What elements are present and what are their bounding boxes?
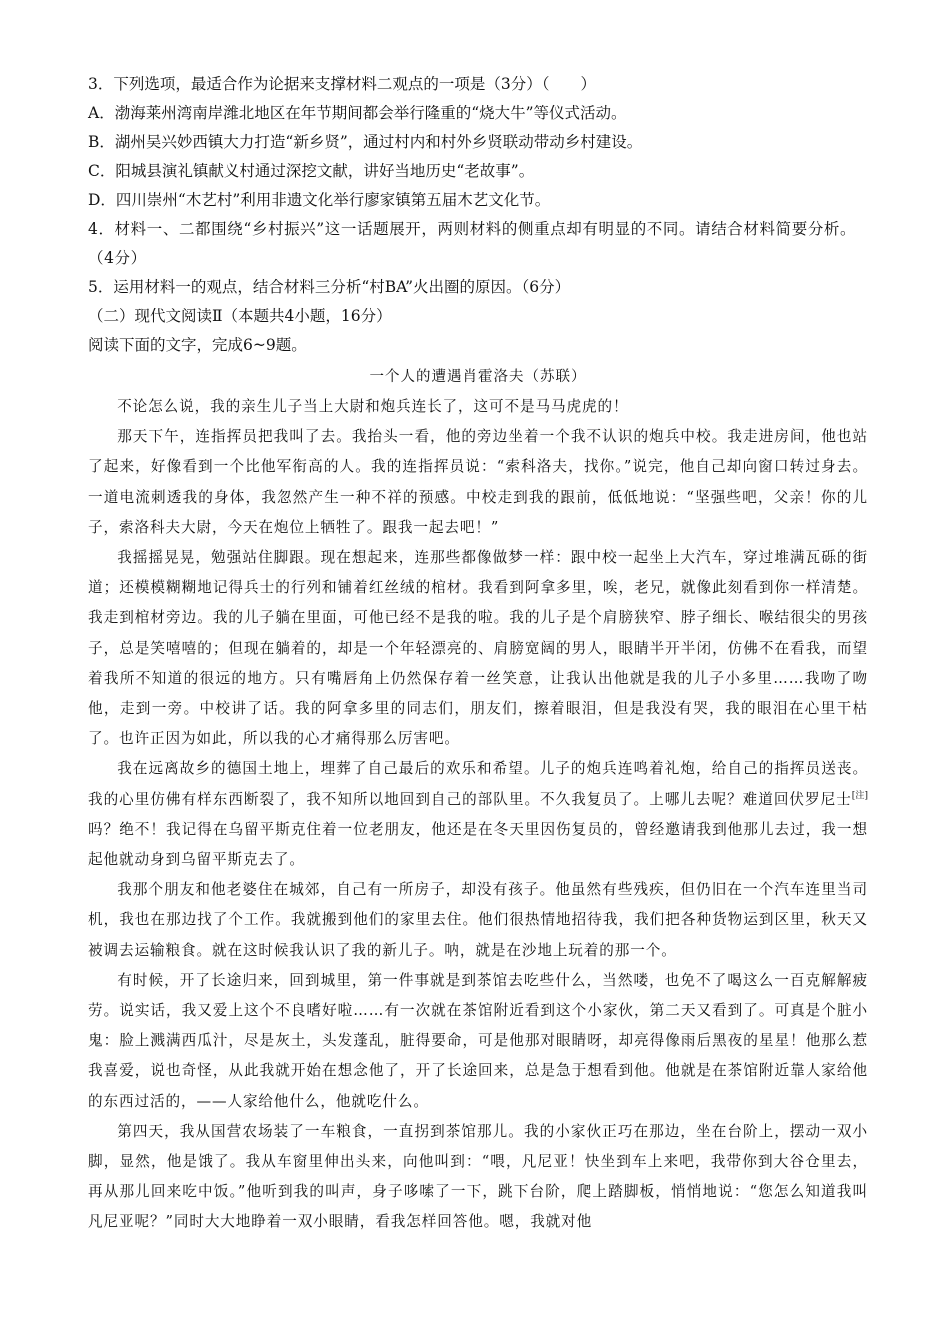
question-3-option-a: A．渤海莱州湾南岸潍北地区在年节期间都会举行隆重的“烧大牛”等仪式活动。 — [88, 104, 627, 122]
story-paragraph-4-part-1: 我在远离故乡的德国土地上，埋葬了自己最后的欢乐和希望。儿子的炮兵连鸣着礼炮，给自己的指挥员送丧。我的心里仿佛有样东西断裂了，我不知所以地回到自己的部队里。不久我复员了。上哪儿去呢？难道回伏罗尼士 — [88, 760, 868, 808]
story-paragraph-3: 我摇摇晃晃，勉强站住脚跟。现在想起来，连那些都像做梦一样：跟中校一起坐上大汽车，穿过堆满瓦砾的街道；还模模糊糊地记得兵士的行列和铺着红丝绒的棺材。我看到阿拿多里，唉，老兄，就像此刻看到你一样清楚。我走到棺材旁边。我的儿子躺在里面，可他已经不是我的啦。我的儿子是个肩膀狭窄、脖子细长、喉结很尖的男孩子，总是笑嘻嘻的；但现在躺着的，却是一个年轻漂亮的、肩膀宽阔的男人，眼睛半开半闭，仿佛不在看我，而望着我所不知道的很远的地方。只有嘴唇角上仍然保存着一丝笑意，让我认出他就是我的儿子小多里……我吻了吻他，走到一旁。中校讲了话。我的阿拿多里的同志们，朋友们，擦着眼泪，但是我没有哭，我的眼泪在心里干枯了。也许正因为如此，所以我的心才痛得那么厉害吧。 — [88, 549, 868, 748]
exam-page — [88, 70, 868, 1238]
story-paragraph-5: 我那个朋友和他老婆住在城郊，自己有一所房子，却没有孩子。他虽然有些残疾，但仍旧在一个汽车连里当司机，我也在那边找了个工作。我就搬到他们的家里去住。他们很热情地招待我，我们把各种货物运到区里，秋天又被调去运输粮食。就在这时候我认识了我的新儿子。呐，就是在沙地上玩着的那一个。 — [88, 881, 868, 959]
question-3-option-b: B．湖州吴兴妙西镇大力打造“新乡贤”，通过村内和村外乡贤联动带动乡村建设。 — [88, 133, 643, 151]
story-paragraph-6: 有时候，开了长途归来，回到城里，第一件事就是到茶馆去吃些什么，当然喽，也免不了喝这么一百克解解疲劳。说实话，我又爱上这个不良嗜好啦……有一次就在茶馆附近看到这个小家伙，第二天又看到了。可真是个脏小鬼：脸上溅满西瓜汁，尽是灰土，头发蓬乱，脏得要命，可是他那对眼睛呀，却亮得像雨后黑夜的星星！他那么惹我喜爱，说也奇怪，从此我就开始在想念他了，开了长途回来，总是急于想看到他。他就是在茶馆附近靠人家给他的东西过活的，——人家给他什么，他就吃什么。 — [88, 971, 868, 1110]
question-3: 3．下列选项，最适合作为论据来支撑材料二观点的一项是（3分）（ ） — [88, 75, 596, 93]
story-paragraph-7: 第四天，我从国营农场装了一车粮食，一直拐到茶馆那儿。我的小家伙正巧在那边，坐在台阶上，摆动一双小脚，显然，他是饿了。我从车窗里伸出头来，向他叫到：“喂，凡尼亚！快坐到车上来吧，我带你到大谷仓里去，再从那儿回来吃中饭。”他听到我的叫声，身子哆嗦了一下，跳下台阶，爬上踏脚板，悄悄地说：“您怎么知道我叫凡尼亚呢？”同时大大地睁着一双小眼睛，看我怎样回答他。嗯，我就对他 — [88, 1122, 868, 1231]
section-heading: （二）现代文阅读Ⅱ（本题共4小题，16分） — [88, 307, 392, 325]
story-paragraph-4-part-2: 吗？绝不！我记得在乌留平斯克住着一位老朋友，他还是在冬天里因伤复员的，曾经邀请我到他那儿去过，我一想起他就动身到乌留平斯克去了。 — [88, 820, 868, 869]
section-instruction: 阅读下面的文字，完成6~9题。 — [88, 336, 307, 354]
story-paragraph-4 — [88, 754, 868, 875]
story-paragraph-2: 那天下午，连指挥员把我叫了去。我抬头一看，他的旁边坐着一个我不认识的炮兵中校。我走进房间，他也站了起来，好像看到一个比他军衔高的人。我的连指挥员说：“索科洛夫，找你。”说完，他自己却向窗口转过身去。一道电流刺透我的身体，我忽然产生一种不祥的预感。中校走到我的跟前，低低地说：“坚强些吧，父亲！你的儿子，索洛科夫大尉，今天在炮位上牺牲了。跟我一起去吧！” — [88, 428, 868, 536]
question-4: 4．材料一、二都围绕“乡村振兴”这一话题展开，两则材料的侧重点却有明显的不同。请结合材料简要分析。（4分） — [88, 220, 857, 267]
footnote-marker: [注] — [851, 790, 868, 801]
question-3-option-d: D．四川崇州“木艺村”利用非遗文化举行廖家镇第五届木艺文化节。 — [88, 191, 551, 209]
question-5: 5．运用材料一的观点，结合材料三分析“村BA”火出圈的原因。（6分） — [88, 278, 571, 296]
question-3-option-c: C．阳城县演礼镇献义村通过深挖文献，讲好当地历史“老故事”。 — [88, 162, 535, 180]
story-title: 一个人的遭遇肖霍洛夫（苏联） — [369, 369, 587, 385]
story-paragraph-1: 不论怎么说，我的亲生儿子当上大尉和炮兵连长了，这可不是马马虎虎的！ — [117, 398, 629, 415]
